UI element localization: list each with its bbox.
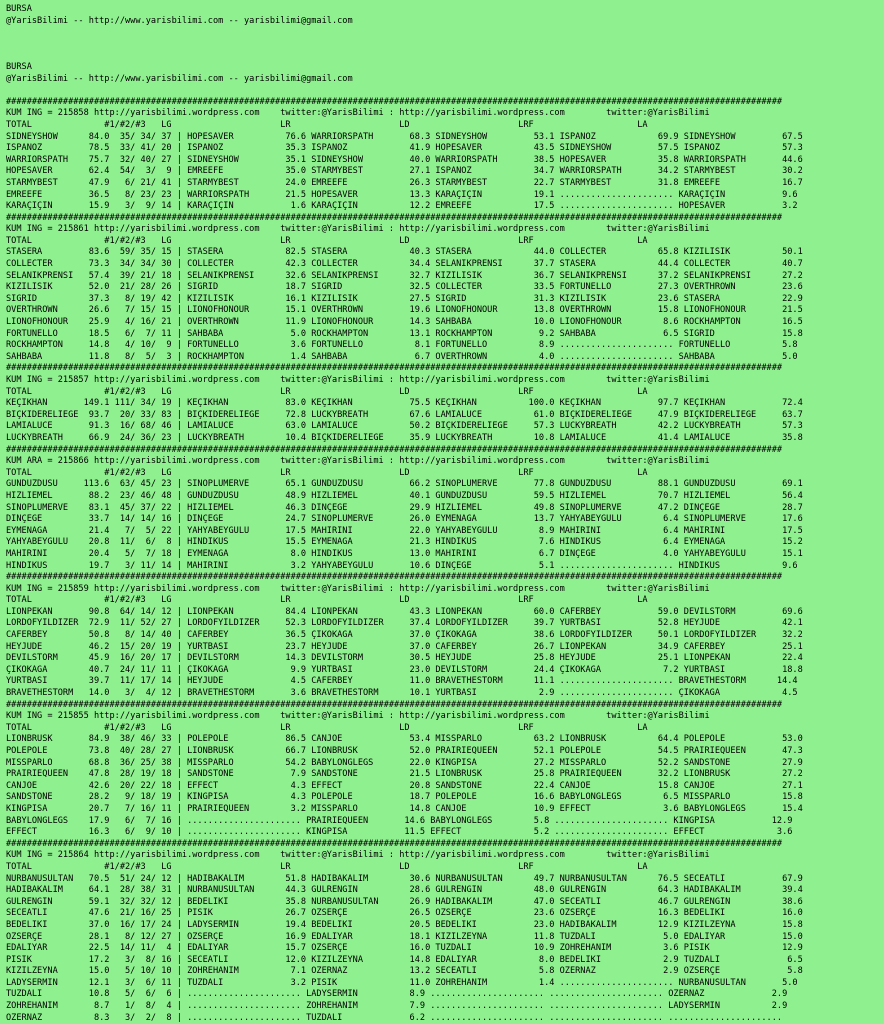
report-line: YURTBASI 39.7 11/ 17/ 14 | HEYJUDE 4.5 CAFERBEY 11.0 BRAVETHESTORM 11.1 ...................... BRAVETHESTORM 14.4 <box>6 676 798 687</box>
report-line: LIONOFHONOUR 25.9 4/ 16/ 21 | OVERTHROWN 11.9 LIONOFHONOUR 14.3 SAHBABA 10.0 LIONOFHONOUR 8.6 ROCKHAMPTON 16.5 <box>6 317 803 328</box>
race-report-document <box>6 4 882 1024</box>
report-line: ISPANOZ 78.5 33/ 41/ 20 | ISPANOZ 35.3 ISPANOZ 41.9 HOPESAVER 43.5 SIDNEYSHOW 57.5 ISPANOZ 57.3 <box>6 143 803 154</box>
report-line: COLLECTER 73.3 34/ 34/ 30 | COLLECTER 42.3 COLLECTER 34.4 SELANIKPRENSI 37.7 STASERA 44.4 COLLECTER 40.7 <box>6 259 803 270</box>
report-line: HEYJUDE 46.2 15/ 20/ 19 | YURTBASI 23.7 HEYJUDE 37.0 CAFERBEY 26.7 LIONPEKAN 34.9 CAFERBEY 25.1 <box>6 641 803 652</box>
report-line: SIDNEYSHOW 84.0 35/ 34/ 37 | HOPESAVER 76.6 WARRIORSPATH 68.3 SIDNEYSHOW 53.1 ISPANOZ 69.9 SIDNEYSHOW 67.5 <box>6 131 803 142</box>
race-header-line: KUM ING = 215855 http://yarisbilimi.wordpress.com twitter:@YarisBilimi : http://yarisbilimi.wordpress.com twitter:@YarisBilimi <box>6 711 710 722</box>
report-line: YAHYABEYGÜLÜ 20.8 11/ 6/ 8 | HINDIKUS 15.5 EYMENAGA 21.3 HINDIKUS 7.6 HINDIKUS 6.4 EYMENAGA 15.2 <box>6 537 803 548</box>
report-line: BIÇKIDERELIEGE 93.7 20/ 33/ 83 | BIÇKIDERELIEGE 72.8 LUCKYBREATH 67.6 LAMIALUCE 61.0 BIÇKIDERELIEGE 47.9 BIÇKIDERELIEGE 63.7 <box>6 409 803 420</box>
report-line: PRAIRIEQUEEN 47.8 28/ 19/ 18 | SANDSTONE 7.9 SANDSTONE 21.5 LIONBRUSK 25.8 PRAIRIEQUEEN 32.2 LIONBRUSK 27.2 <box>6 769 803 780</box>
report-line: BABYLONGLEGS 17.9 6/ 7/ 16 | ...................... PRAIRIEQUEEN 14.6 BABYLONGLEGS 5.8 ...................... KINGPISA 12.9 <box>6 815 793 826</box>
race-header-line: KUM ING = 215858 http://yarisbilimi.wordpress.com twitter:@YarisBilimi : http://yarisbilimi.wordpress.com twitter:@YarisBilimi <box>6 108 710 119</box>
race-header-line: KUM ING = 215864 http://yarisbilimi.wordpress.com twitter:@YarisBilimi : http://yarisbilimi.wordpress.com twitter:@YarisBilimi <box>6 850 710 861</box>
report-line: KINGPISA 20.7 7/ 16/ 11 | PRAIRIEQUEEN 3.2 MISSPARLO 14.8 CANJOE 10.9 EFFECT 3.6 BABYLONGLEGS 15.4 <box>6 803 803 814</box>
contact-line: @YarisBilimi -- http://www.yarisbilimi.com -- yarisbilimi@gmail.com <box>6 73 353 84</box>
report-line: LADYSERMIN 12.1 3/ 6/ 11 | TUZDALI 3.2 PISIK 11.0 ZÖHREHANIM 1.4 ...................... NURBANUSULTAN 5.0 <box>6 977 798 988</box>
report-line: GÜNDÜZDÜSÜ 113.6 63/ 45/ 23 | SINOPLUMERVE 65.1 GÜNDÜZDÜSÜ 66.2 SINOPLUMERVE 77.8 GÜNDÜZDÜSÜ 88.1 GÜNDÜZDÜSÜ 69.1 <box>6 479 803 490</box>
report-line: OVERTHROWN 26.6 7/ 15/ 15 | LIONOFHONOUR 15.1 OVERTHROWN 19.6 LIONOFHONOUR 13.8 OVERTHROWN 15.8 LIONOFHONOUR 21.5 <box>6 305 803 316</box>
report-line: EMREEFE 36.5 8/ 23/ 23 | WARRIORSPATH 21.5 HOPESAVER 13.3 KARAÇIÇIN 19.1 ...................... KARAÇIÇIN 9.6 <box>6 189 798 200</box>
report-line: WARRIORSPATH 75.7 32/ 40/ 27 | SIDNEYSHOW 35.1 SIDNEYSHOW 40.0 WARRIORSPATH 38.5 HOPESAVER 35.8 WARRIORSPATH 44.6 <box>6 154 803 165</box>
blank-line <box>6 27 882 39</box>
column-header-line: TOTAL #1/#2/#3 LG LR LD LRF LA <box>6 386 648 397</box>
report-line: LAMIALUCE 91.3 16/ 68/ 46 | LAMIALUCE 63.0 LAMIALUCE 50.2 BIÇKIDERELIEGE 57.3 LUCKYBREATH 42.2 LUCKYBREATH 57.3 <box>6 421 803 432</box>
report-line: ROCKHAMPTON 14.8 4/ 10/ 9 | FORTUNELLO 3.6 FORTUNELLO 8.1 FORTUNELLO 8.9 ...................... FORTUNELLO 5.8 <box>6 340 798 351</box>
report-line: KARAÇIÇIN 15.9 3/ 9/ 14 | KARAÇIÇIN 1.6 KARAÇIÇIN 12.2 EMREEFE 17.5 ...................... HOPESAVER 3.2 <box>6 201 798 212</box>
report-line: BEDELIKI 37.0 16/ 17/ 24 | LADYSERMIN 19.4 BEDELIKI 20.5 BEDELIKI 23.0 HADIBAKALIM 12.9 KIZILZEYNA 15.8 <box>6 919 803 930</box>
city-title: BURSA <box>6 4 32 14</box>
report-line: DINÇEGE 33.7 14/ 14/ 16 | DINÇEGE 24.7 SINOPLUMERVE 26.0 EYMENAGA 13.7 YAHYABEYGÜLÜ 6.4 SINOPLUMERVE 17.6 <box>6 514 803 525</box>
report-line: HINDIKUS 19.7 3/ 11/ 14 | MAHIRINI 3.2 YAHYABEYGÜLÜ 10.6 DINÇEGE 5.1 ...................... HINDIKUS 9.6 <box>6 560 798 571</box>
report-line: LIONBRUSK 84.9 38/ 46/ 33 | POLEPOLE 86.5 CANJOE 53.4 MISSPARLO 63.2 LIONBRUSK 64.4 POLEPOLE 53.0 <box>6 734 803 745</box>
column-header-line: TOTAL #1/#2/#3 LG LR LD LRF LA <box>6 595 648 606</box>
report-line: KIZILISIK 52.0 21/ 28/ 26 | SIGRID 18.7 SIGRID 32.5 COLLECTER 33.5 FORTUNELLO 27.3 OVERTHROWN 23.6 <box>6 282 803 293</box>
city-title: BURSA <box>6 61 32 72</box>
race-header-line: KUM ARA = 215866 http://yarisbilimi.wordpress.com twitter:@YarisBilimi : http://yarisbilimi.wordpress.com twitter:@YarisBilimi <box>6 456 710 467</box>
separator-line: ###################################################################################################################################################### <box>6 444 783 455</box>
report-line: KEÇIKHAN 149.1 111/ 34/ 19 | KEÇIKHAN 83.0 KEÇIKHAN 75.5 KEÇIKHAN 100.0 KEÇIKHAN 97.7 KEÇIKHAN 72.4 <box>6 398 803 409</box>
report-line: POLEPOLE 73.8 40/ 28/ 27 | LIONBRUSK 66.7 LIONBRUSK 52.0 PRAIRIEQUEEN 52.1 POLEPOLE 54.5 PRAIRIEQUEEN 47.3 <box>6 746 803 756</box>
report-line: CAFERBEY 50.8 8/ 14/ 40 | CAFERBEY 36.5 ÇIKOKAGA 37.0 ÇIKOKAGA 38.6 LORDOFYILDIZER 50.1 LORDOFYILDIZER 32.2 <box>6 630 803 641</box>
separator-line: ###################################################################################################################################################### <box>6 363 783 374</box>
race-header-line: KUM ING = 215861 http://yarisbilimi.wordpress.com twitter:@YarisBilimi : http://yarisbilimi.wordpress.com twitter:@YarisBilimi <box>6 224 710 235</box>
separator-line: ###################################################################################################################################################### <box>6 96 783 107</box>
report-line: LIONPEKAN 90.8 64/ 14/ 12 | LIONPEKAN 84.4 LIONPEKAN 43.3 LIONPEKAN 60.0 CAFERBEY 59.0 DEVILSTORM 69.6 <box>6 606 803 617</box>
report-line: CANJOE 42.6 20/ 22/ 18 | EFFECT 4.3 EFFECT 20.8 SANDSTONE 22.4 CANJOE 15.8 CANJOE 27.1 <box>6 780 803 791</box>
report-line: SECEATLI 47.6 21/ 16/ 25 | PISIK 26.7 ÖZSERÇE 26.5 ÖZSERÇE 23.6 ÖZSERÇE 16.3 BEDELIKI 16.0 <box>6 908 803 919</box>
report-line: SELANIKPRENSI 57.4 39/ 21/ 18 | SELANIKPRENSI 32.6 SELANIKPRENSI 32.7 KIZILISIK 36.7 SELANIKPRENSI 37.2 SELANIKPRENSI 27.2 <box>6 270 803 281</box>
column-header-line: TOTAL #1/#2/#3 LG LR LD LRF LA <box>6 235 648 246</box>
report-line: FORTUNELLO 18.5 6/ 7/ 11 | SAHBABA 5.0 ROCKHAMPTON 13.1 ROCKHAMPTON 9.2 SAHBABA 6.5 SIGRID 15.8 <box>6 328 803 339</box>
column-header-line: TOTAL #1/#2/#3 LG LR LD LRF LA <box>6 722 648 733</box>
report-line: MISSPARLO 68.8 36/ 25/ 38 | MISSPARLO 54.2 BABYLONGLEGS 22.0 KINGPISA 27.2 MISSPARLO 52.2 SANDSTONE 27.9 <box>6 757 803 768</box>
report-line: LORDOFYILDIZER 72.9 11/ 52/ 27 | LORDOFYILDIZER 52.3 LORDOFYILDIZER 37.4 LORDOFYILDIZER 39.7 YURTBASI 52.8 HEYJUDE 42.1 <box>6 618 803 629</box>
report-line: STARMYBEST 47.9 6/ 21/ 41 | STARMYBEST 24.0 EMREEFE 26.3 STARMYBEST 22.7 STARMYBEST 31.8 EMREEFE 16.7 <box>6 177 803 188</box>
report-line: EDALIYAR 22.5 14/ 11/ 4 | EDALIYAR 15.7 ÖZSERÇE 16.0 TUZDALI 10.9 ZÖHREHANIM 3.6 PISIK 12.9 <box>6 943 803 954</box>
column-header-line: TOTAL #1/#2/#3 LG LR LD LRF LA <box>6 467 648 478</box>
report-line: ÇIKOKAGA 40.7 24/ 11/ 11 | ÇIKOKAGA 9.9 YURTBASI 23.0 DEVILSTORM 24.4 ÇIKOKAGA 7.2 YURTBASI 18.8 <box>6 664 803 675</box>
report-line: KIZILZEYNA 15.0 5/ 10/ 10 | ZÖHREHANIM 7.1 ÖZERNAZ 13.2 SECEATLI 5.8 ÖZERNAZ 2.9 ÖZSERÇE 5.8 <box>6 966 803 977</box>
separator-line: ###################################################################################################################################################### <box>6 572 783 583</box>
column-header-line: TOTAL #1/#2/#3 LG LR LD LRF LA <box>6 119 648 130</box>
report-line: BRAVETHESTORM 14.0 3/ 4/ 12 | BRAVETHESTORM 3.6 BRAVETHESTORM 10.1 YURTBASI 2.9 ...................... ÇIKOKAGA 4.5 <box>6 688 798 699</box>
report-line: NURBANUSULTAN 70.5 51/ 24/ 12 | HADIBAKALIM 51.8 HADIBAKALIM 30.6 NURBANUSULTAN 49.7 NURBANUSULTAN 76.5 SECEATLI 67.9 <box>6 873 803 884</box>
report-line: ÖZERNAZ 8.3 3/ 2/ 8 | ...................... TUZDALI 6.2 ...................... ...................... ...................... <box>6 1012 783 1023</box>
report-line: EYMENAGA 21.4 7/ 5/ 22 | YAHYABEYGÜLÜ 17.5 MAHIRINI 22.0 YAHYABEYGÜLÜ 8.9 MAHIRINI 6.4 MAHIRINI 17.5 <box>6 525 803 536</box>
report-line: MAHIRINI 20.4 5/ 7/ 18 | EYMENAGA 8.0 HINDIKUS 13.0 MAHIRINI 6.7 DINÇEGE 4.0 YAHYABEYGÜLÜ 15.1 <box>6 548 803 559</box>
blank-line <box>6 85 882 97</box>
report-line: ÖZSERÇE 28.1 8/ 12/ 27 | ÖZSERÇE 16.9 EDALIYAR 18.1 KIZILZEYNA 11.8 TUZDALI 5.0 EDALIYAR 15.0 <box>6 931 803 942</box>
report-line: EFFECT 16.3 6/ 9/ 10 | ...................... KINGPISA 11.5 EFFECT 5.2 ...................... EFFECT 3.6 <box>6 827 793 838</box>
report-line: DEVILSTORM 45.9 16/ 20/ 17 | DEVILSTORM 14.3 DEVILSTORM 30.5 HEYJUDE 25.8 HEYJUDE 25.1 LIONPEKAN 22.4 <box>6 653 803 664</box>
report-line: HADIBAKALIM 64.1 28/ 38/ 31 | NURBANUSULTAN 44.3 GÜLRENGIN 28.6 GÜLRENGIN 48.0 GÜLRENGIN 64.3 HADIBAKALIM 39.4 <box>6 885 803 896</box>
report-line: SANDSTONE 28.2 9/ 18/ 19 | KINGPISA 4.3 POLEPOLE 18.7 POLEPOLE 16.6 BABYLONGLEGS 6.5 MISSPARLO 15.8 <box>6 792 803 803</box>
column-header-line: TOTAL #1/#2/#3 LG LR LD LRF LA <box>6 861 648 872</box>
report-line: SAHBABA 11.8 8/ 5/ 3 | ROCKHAMPTON 1.4 SAHBABA 6.7 OVERTHROWN 4.0 ...................... SAHBABA 5.0 <box>6 351 798 362</box>
report-line: GÜLRENGIN 59.1 32/ 32/ 12 | BEDELIKI 35.8 NURBANUSULTAN 26.9 HADIBAKALIM 47.0 SECEATLI 46.7 GÜLRENGIN 38.6 <box>6 896 803 907</box>
separator-line: ###################################################################################################################################################### <box>6 699 783 710</box>
report-line: HOPESAVER 62.4 54/ 3/ 9 | EMREEFE 35.0 STARMYBEST 27.1 ISPANOZ 34.7 WARRIORSPATH 34.2 STARMYBEST 30.2 <box>6 166 803 177</box>
report-line: TUZDALI 10.8 5/ 6/ 6 | ...................... LADYSERMIN 8.9 ...................... ...................... ÖZERNAZ 2.9 <box>6 989 788 1000</box>
separator-line: ###################################################################################################################################################### <box>6 838 783 849</box>
report-line: HIZLIEMEL 88.2 23/ 46/ 48 | GÜNDÜZDÜSÜ 48.9 HIZLIEMEL 40.1 GÜNDÜZDÜSÜ 59.5 HIZLIEMEL 70.7 HIZLIEMEL 56.4 <box>6 490 803 501</box>
report-line: ZÖHREHANIM 8.7 1/ 8/ 4 | ...................... ZÖHREHANIM 7.9 ...................... ...................... LADYSERMIN 2.9 <box>6 1001 788 1012</box>
report-line: SIGRID 37.3 8/ 19/ 42 | KIZILISIK 16.1 KIZILISIK 27.5 SIGRID 31.3 KIZILISIK 23.6 STASERA 22.9 <box>6 293 803 304</box>
race-header-line: KUM ING = 215857 http://yarisbilimi.wordpress.com twitter:@YarisBilimi : http://yarisbilimi.wordpress.com twitter:@YarisBilimi <box>6 375 710 385</box>
report-line: STASERA 83.6 59/ 35/ 15 | STASERA 82.5 STASERA 40.3 STASERA 44.0 COLLECTER 65.8 KIZILISIK 50.1 <box>6 247 803 258</box>
report-line: LUCKYBREATH 66.9 24/ 36/ 23 | LUCKYBREATH 10.4 BIÇKIDERELIEGE 35.9 LUCKYBREATH 10.8 LAMIALUCE 41.4 LAMIALUCE 35.8 <box>6 432 803 443</box>
separator-line: ###################################################################################################################################################### <box>6 212 783 223</box>
blank-line <box>6 50 882 62</box>
report-line: SINOPLUMERVE 83.1 45/ 37/ 22 | HIZLIEMEL 46.3 DINÇEGE 29.9 HIZLIEMEL 49.8 SINOPLUMERVE 47.2 DINÇEGE 28.7 <box>6 502 803 513</box>
blank-line <box>6 39 882 51</box>
contact-line: @YarisBilimi -- http://www.yarisbilimi.com -- yarisbilimi@gmail.com <box>6 15 353 26</box>
report-line: PISIK 17.2 3/ 8/ 16 | SECEATLI 12.0 KIZILZEYNA 14.8 EDALIYAR 8.0 BEDELIKI 2.9 TUZDALI 6.5 <box>6 954 803 965</box>
race-header-line: KUM ING = 215859 http://yarisbilimi.wordpress.com twitter:@YarisBilimi : http://yarisbilimi.wordpress.com twitter:@YarisBilimi <box>6 583 710 594</box>
